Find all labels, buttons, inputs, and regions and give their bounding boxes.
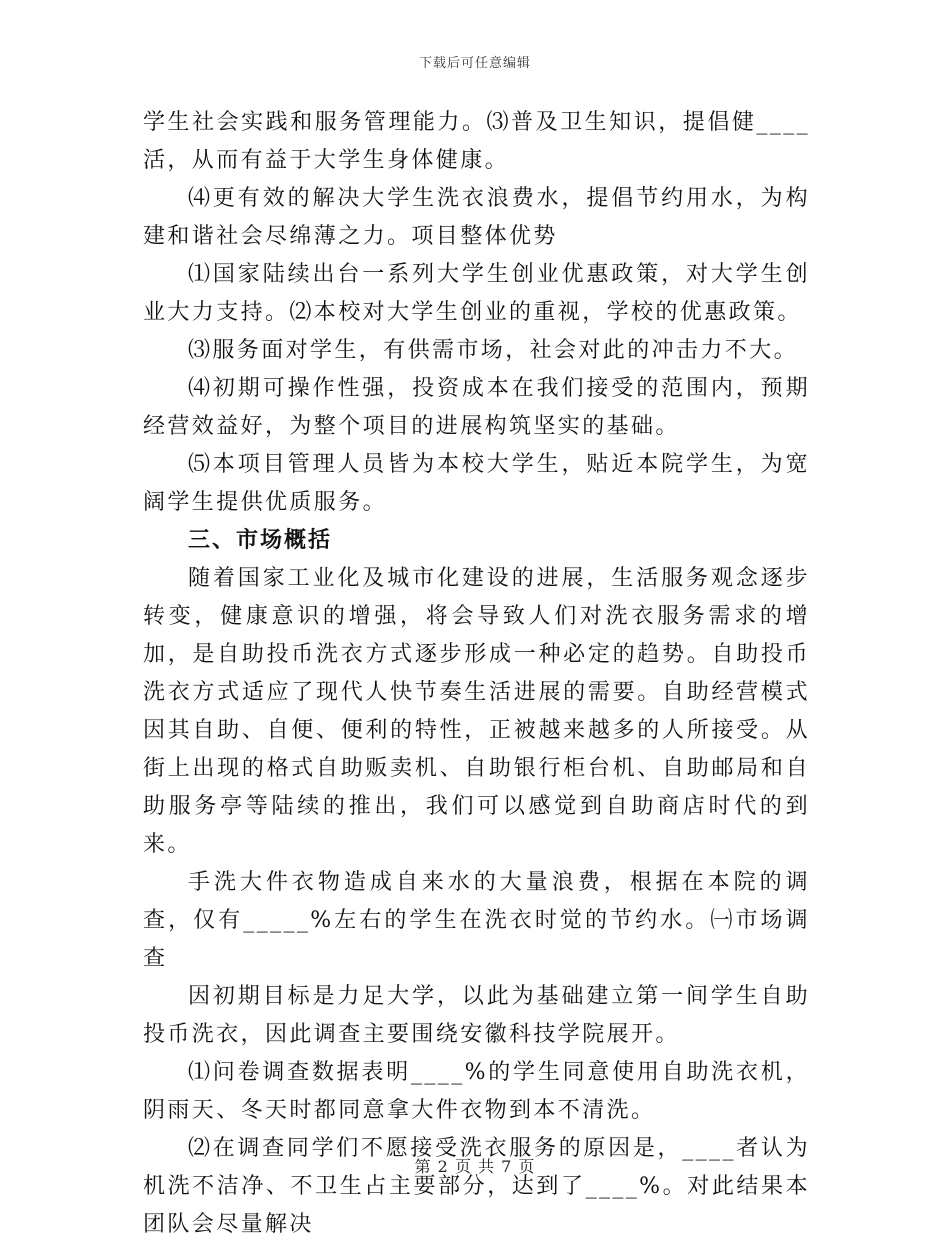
paragraph: ⑷初期可操作性强，投资成本在我们接受的范围内，预期经营效益好，为整个项目的进展构筑坚实的基础。 — [143, 376, 810, 439]
paragraph: 随着国家工业化及城市化建设的进展，生活服务观念逐步转变，健康意识的增强，将会导致人们对洗衣服务需求的增加，是自助投币洗衣方式逐步形成一种必定的趋势。自助投币洗衣方式适应了现代人快节奏生活进展的需要。自助经营模式因其自助、自便、便利的特性，正被越来越多的人所接受。从街上出现的格式自助贩卖机、自助银行柜台机、自助邮局和自助服务亭等陆续的推出，我们可以感觉到自助商店时代的到来。 — [143, 566, 810, 857]
paragraph: ⑴国家陆续出台一系列大学生创业优惠政策，对大学生创业大力支持。⑵本校对大学生创业的重视，学校的优惠政策。 — [143, 262, 810, 325]
paragraph: ⑵在调查同学们不愿接受洗衣服务的原因是，____者认为机洗不洁净、不卫生占主要部分，达到了____%。对此结果本团队会尽量解决 — [143, 1136, 810, 1237]
paragraph: ⑶服务面对学生，有供需市场，社会对此的冲击力不大。 — [188, 338, 799, 363]
document-body — [143, 104, 810, 1244]
page-header: 下载后可任意编辑 — [418, 56, 531, 71]
section-heading: 三、市场概括 — [188, 528, 333, 553]
paragraph: 手洗大件衣物造成自来水的大量浪费，根据在本院的调查，仅有_____%左右的学生在洗衣时觉的节约水。㈠市场调查 — [143, 870, 810, 971]
paragraph: ⑸本项目管理人员皆为本校大学生，贴近本院学生，为宽阔学生提供优质服务。 — [143, 452, 810, 515]
paragraph: 因初期目标是力足大学，以此为基础建立第一间学生自助投币洗衣，因此调查主要围绕安徽科技学院展开。 — [143, 984, 810, 1047]
page-number: 第 2 页 共 7 页 — [414, 1157, 536, 1176]
paragraph: ⑴问卷调查数据表明____%的学生同意使用自助洗衣机，阴雨天、冬天时都同意拿大件衣物到本不清洗。 — [143, 1060, 810, 1123]
paragraph: ⑷更有效的解决大学生洗衣浪费水，提倡节约用水，为构建和谐社会尽绵薄之力。项目整体优势 — [143, 186, 810, 249]
paragraph: 学生社会实践和服务管理能力。⑶普及卫生知识，提倡健____活，从而有益于大学生身体健康。 — [143, 110, 810, 173]
